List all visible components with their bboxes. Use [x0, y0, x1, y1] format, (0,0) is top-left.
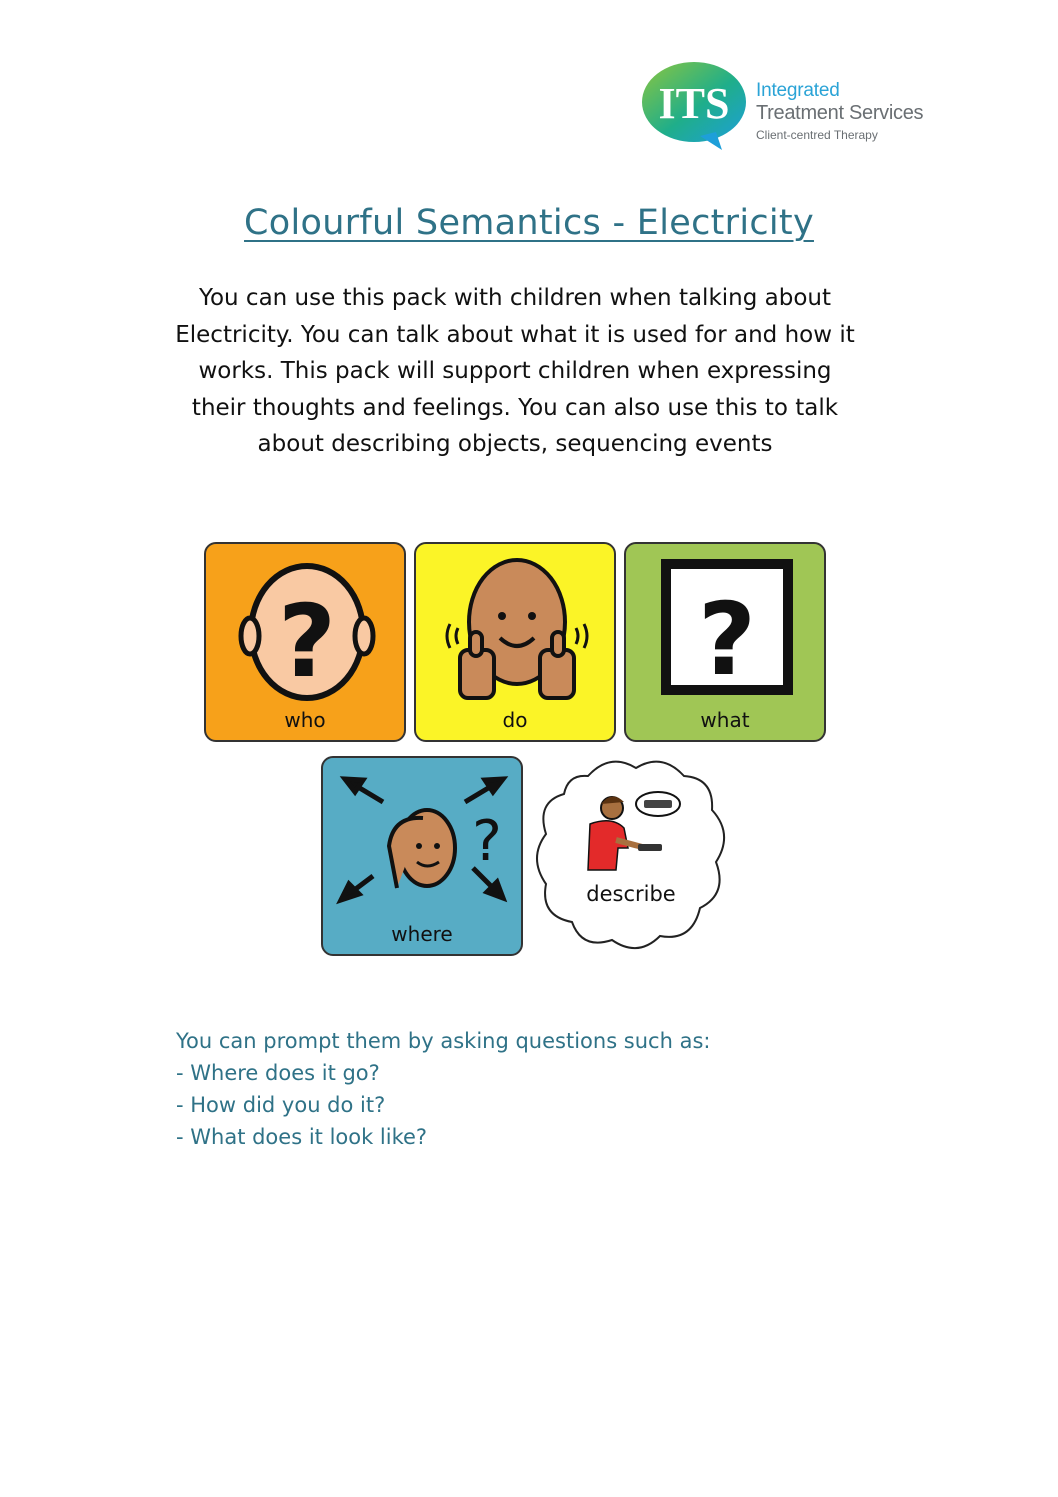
prompt-list	[176, 1057, 710, 1153]
card-label-describe: describe	[586, 882, 676, 906]
head-question-icon	[206, 544, 406, 714]
card-label-where: where	[391, 922, 453, 946]
list-item: - Where does it go?	[176, 1061, 380, 1085]
its-logo	[642, 60, 942, 156]
card-who	[204, 542, 406, 742]
card-describe	[528, 752, 734, 958]
svg-text:?: ?	[697, 581, 757, 698]
searching-face-icon	[323, 758, 523, 928]
question-box-icon	[626, 544, 826, 714]
svg-text:ITS: ITS	[658, 79, 730, 128]
person-describing-icon	[528, 752, 734, 958]
card-do	[414, 542, 616, 742]
card-what	[624, 542, 826, 742]
logo-tagline: Client-centred Therapy	[756, 128, 878, 142]
logo-line-1: Integrated	[756, 80, 840, 101]
list-item: - How did you do it?	[176, 1093, 386, 1117]
page-title: Colourful Semantics - Electricity	[244, 203, 814, 243]
svg-text:?: ?	[472, 809, 502, 874]
card-label-do: do	[502, 708, 528, 732]
svg-text:?: ?	[277, 583, 337, 700]
prompt-intro: You can prompt them by asking questions such as:	[176, 1029, 711, 1053]
thumbs-up-face-icon	[416, 544, 616, 714]
logo-line-2: Treatment Services	[756, 102, 924, 124]
intro-paragraph: You can use this pack with children when talking about Electricity. You can talk about what it is used for and how it works. This pack will support children when expressing their thoughts and feelings. You can also use this to talk about describing objects, sequencing events	[175, 285, 855, 457]
list-item: - What does it look like?	[176, 1125, 428, 1149]
card-label-what: what	[700, 708, 750, 732]
card-label-who: who	[284, 708, 326, 732]
its-logo-mark-icon	[642, 60, 754, 152]
card-where	[321, 756, 523, 956]
prompt-section	[176, 1025, 710, 1153]
